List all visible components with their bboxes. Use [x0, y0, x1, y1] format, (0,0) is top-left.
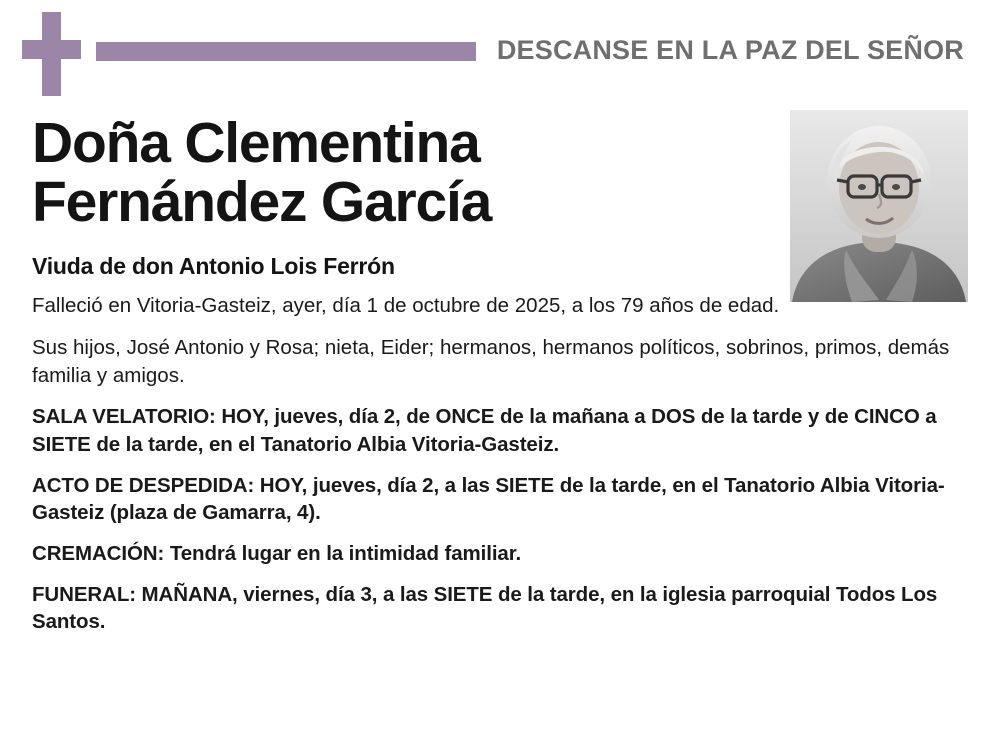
arrangement-cremacion: CREMACIÓN: Tendrá lugar en la intimidad familiar. [32, 542, 522, 566]
header-title: DESCANSE EN LA PAZ DEL SEÑOR [496, 34, 964, 65]
arrangement-sala-velatorio: SALA VELATORIO: HOY, jueves, día 2, de ONCE de la mañana a DOS de la tarde y de CINCO a SIETE de la tarde, en el Tanatorio Albia Vitoria-Gasteiz. [32, 405, 937, 457]
death-notice-text: Falleció en Vitoria-Gasteiz, ayer, día 1 de octubre de 2025, a los 79 años de edad. [32, 294, 780, 318]
arrangement-acto-de-despedida: ACTO DE DESPEDIDA: HOY, jueves, día 2, a las SIETE de la tarde, en el Tanatorio Albia Vitoria-Gasteiz (plaza de Gamarra, 4). [32, 473, 945, 525]
header-band [0, 0, 984, 100]
header-rule [96, 42, 476, 61]
portrait-photo [790, 110, 968, 302]
spouse-line: Viuda de don Antonio Lois Ferrón [32, 253, 395, 280]
cross-icon [20, 8, 82, 92]
arrangement-funeral: FUNERAL: MAÑANA, viernes, día 3, a las SIETE de la tarde, en la iglesia parroquial Todos Los Santos. [32, 582, 938, 634]
notice-body [0, 100, 984, 636]
survivors-text: Sus hijos, José Antonio y Rosa; nieta, Eider; hermanos, hermanos políticos, sobrinos, primos, demás familia y amigos. [32, 336, 950, 387]
page-title [32, 111, 672, 234]
deceased-name-line-1: Doña Clementina [32, 111, 480, 175]
deceased-name-line-2: Fernández García [32, 169, 492, 234]
cross-horizontal-bar [22, 40, 81, 59]
